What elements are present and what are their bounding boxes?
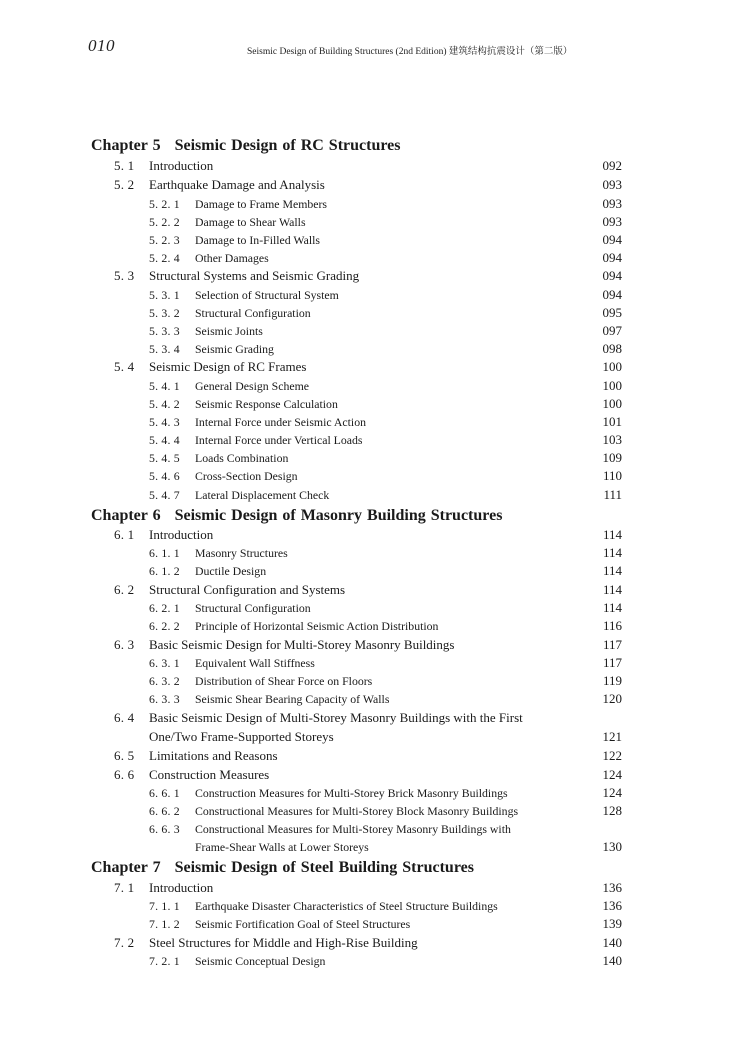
entry-page-number: 094 [602, 287, 622, 302]
entry-title: General Design Scheme [195, 379, 309, 393]
entry-page-number: 093 [602, 214, 622, 229]
entry-number: 6. 6. 1 [149, 786, 180, 800]
entry-title: Damage to Shear Walls [195, 215, 306, 229]
toc-chapter-heading [0, 857, 750, 879]
entry-title: Seismic Shear Bearing Capacity of Walls [195, 692, 390, 706]
toc-section-entry [0, 358, 750, 376]
entry-page-number: 094 [602, 250, 622, 265]
toc-subsection-entry [0, 486, 750, 504]
toc-subsection-entry [0, 654, 750, 672]
entry-number: 5. 3. 4 [149, 342, 180, 356]
entry-title: Earthquake Disaster Characteristics of Steel Structure Buildings [195, 899, 498, 913]
chapter-title [91, 135, 401, 157]
entry-page-number: 094 [602, 232, 622, 247]
toc-section-entry [0, 267, 750, 285]
toc-subsection-entry [0, 431, 750, 449]
entry-title: Damage to Frame Members [195, 197, 328, 211]
entry-page-number: 114 [602, 527, 622, 542]
entry-number: 5. 2 [114, 177, 135, 192]
entry-number: 6. 3. 3 [149, 692, 180, 706]
entry-page-number: 140 [602, 935, 622, 950]
entry-page-number: 100 [602, 359, 622, 374]
toc-subsection-entry [0, 952, 750, 970]
toc-section-entry [0, 879, 750, 897]
toc-section-entry [0, 728, 750, 746]
entry-number: 6. 4 [114, 710, 135, 725]
entry-title: Basic Seismic Design of Multi-Storey Masonry Buildings with the First [149, 710, 523, 725]
toc-subsection-entry [0, 802, 750, 820]
entry-title: Internal Force under Vertical Loads [195, 433, 363, 447]
toc-section-entry [0, 581, 750, 599]
chapter-name: Seismic Design of RC Structures [174, 137, 401, 154]
entry-page-number: 100 [602, 378, 622, 393]
entry-number: 7. 1. 1 [149, 899, 180, 913]
entry-number: 7. 2. 1 [149, 954, 180, 968]
entry-title: Basic Seismic Design for Multi-Storey Masonry Buildings [149, 637, 455, 652]
entry-page-number: 114 [602, 563, 622, 578]
entry-page-number: 098 [602, 341, 622, 356]
toc-section-entry [0, 526, 750, 544]
entry-page-number: 116 [602, 618, 622, 633]
entry-title: Structural Configuration [195, 601, 311, 615]
entry-number: 5. 3. 1 [149, 288, 180, 302]
entry-number: 6. 3. 1 [149, 656, 180, 670]
entry-page-number: 110 [602, 468, 622, 483]
chapter-label: Chapter 6 [91, 507, 161, 524]
entry-number: 6. 1. 2 [149, 564, 180, 578]
entry-number: 5. 4. 4 [149, 433, 180, 447]
entry-number: 6. 6. 3 [149, 822, 180, 836]
toc-subsection-entry [0, 377, 750, 395]
entry-title: Construction Measures for Multi-Storey Brick Masonry Buildings [195, 786, 508, 800]
entry-title: Constructional Measures for Multi-Storey Masonry Buildings with [195, 822, 511, 836]
entry-page-number: 117 [602, 637, 622, 652]
entry-title: Structural Configuration and Systems [149, 582, 346, 597]
toc-subsection-entry [0, 467, 750, 485]
chapter-name: Seismic Design of Steel Building Structures [174, 859, 474, 876]
chapter-label: Chapter 7 [91, 859, 161, 876]
toc-subsection-entry [0, 213, 750, 231]
entry-number: 7. 1 [114, 880, 135, 895]
entry-number: 5. 4 [114, 359, 135, 374]
entry-title: Seismic Design of RC Frames [149, 359, 307, 374]
entry-number: 5. 2. 3 [149, 233, 180, 247]
entry-page-number: 114 [602, 600, 622, 615]
entry-number: 6. 3 [114, 637, 135, 652]
entry-number: 6. 2. 2 [149, 619, 180, 633]
entry-number: 6. 1 [114, 527, 135, 542]
toc-section-entry [0, 636, 750, 654]
entry-title: Introduction [149, 527, 214, 542]
toc-chapter-heading [0, 135, 750, 157]
entry-page-number: 130 [602, 839, 622, 854]
entry-number: 7. 2 [114, 935, 135, 950]
toc-subsection-entry [0, 897, 750, 915]
entry-title: Constructional Measures for Multi-Storey Block Masonry Buildings [195, 804, 519, 818]
toc-section-entry [0, 709, 750, 727]
entry-title: Earthquake Damage and Analysis [149, 177, 325, 192]
entry-number: 5. 2. 1 [149, 197, 180, 211]
entry-title: Selection of Structural System [195, 288, 339, 302]
toc-subsection-entry [0, 672, 750, 690]
entry-number: 5. 1 [114, 158, 135, 173]
entry-title: Internal Force under Seismic Action [195, 415, 367, 429]
entry-page-number: 136 [602, 898, 622, 913]
entry-page-number: 094 [602, 268, 622, 283]
entry-page-number: 124 [602, 767, 622, 782]
entry-title: Loads Combination [195, 451, 289, 465]
toc-section-entry [0, 176, 750, 194]
entry-title: Seismic Conceptual Design [195, 954, 326, 968]
entry-page-number: 121 [602, 729, 622, 744]
entry-number: 5. 4. 5 [149, 451, 180, 465]
toc-subsection-entry [0, 195, 750, 213]
toc-subsection-entry [0, 322, 750, 340]
entry-number: 5. 3 [114, 268, 135, 283]
entry-page-number: 092 [602, 158, 622, 173]
entry-title: Damage to In-Filled Walls [195, 233, 320, 247]
entry-title: Introduction [149, 158, 214, 173]
entry-title: Construction Measures [149, 767, 270, 782]
toc-section-entry [0, 157, 750, 175]
toc-subsection-entry [0, 231, 750, 249]
entry-title: Distribution of Shear Force on Floors [195, 674, 373, 688]
entry-title: Masonry Structures [195, 546, 288, 560]
toc-subsection-entry [0, 838, 750, 856]
entry-number: 6. 2. 1 [149, 601, 180, 615]
entry-title: Other Damages [195, 251, 269, 265]
toc-section-entry [0, 934, 750, 952]
toc-subsection-entry [0, 544, 750, 562]
toc-section-entry [0, 766, 750, 784]
entry-number: 5. 4. 6 [149, 469, 180, 483]
entry-title: Structural Systems and Seismic Grading [149, 268, 360, 283]
entry-number: 5. 3. 2 [149, 306, 180, 320]
entry-page-number: 100 [602, 396, 622, 411]
page-number: 010 [88, 36, 115, 55]
toc-subsection-entry [0, 340, 750, 358]
entry-title: Introduction [149, 880, 214, 895]
entry-number: 6. 6. 2 [149, 804, 180, 818]
entry-number: 6. 1. 1 [149, 546, 180, 560]
toc-section-entry [0, 747, 750, 765]
toc-chapter-heading [0, 505, 750, 527]
chapter-title [91, 857, 474, 879]
running-head: Seismic Design of Building Structures (2nd Edition) 建筑结构抗震设计（第二版） [247, 47, 573, 57]
entry-number: 5. 4. 2 [149, 397, 180, 411]
entry-page-number: 114 [602, 582, 622, 597]
entry-title: Principle of Horizontal Seismic Action Distribution [195, 619, 439, 633]
entry-number: 5. 3. 3 [149, 324, 180, 338]
entry-page-number: 103 [602, 432, 622, 447]
entry-page-number: 101 [602, 414, 622, 429]
entry-page-number: 136 [602, 880, 622, 895]
entry-title: Limitations and Reasons [149, 748, 278, 763]
toc-subsection-entry [0, 690, 750, 708]
entry-title: Seismic Joints [195, 324, 263, 338]
chapter-name: Seismic Design of Masonry Building Structures [174, 507, 503, 524]
entry-number: 6. 2 [114, 582, 135, 597]
entry-number: 5. 4. 1 [149, 379, 180, 393]
entry-title: Lateral Displacement Check [195, 488, 330, 502]
entry-number: 6. 6 [114, 767, 135, 782]
entry-page-number: 120 [602, 691, 622, 706]
chapter-label: Chapter 5 [91, 137, 161, 154]
entry-title: Seismic Grading [195, 342, 274, 356]
toc-subsection-entry [0, 449, 750, 467]
entry-title: Seismic Response Calculation [195, 397, 338, 411]
toc-subsection-entry [0, 395, 750, 413]
entry-title: Steel Structures for Middle and High-Rise Building [149, 935, 418, 950]
entry-number: 5. 2. 4 [149, 251, 180, 265]
entry-number: 5. 4. 3 [149, 415, 180, 429]
entry-page-number: 128 [602, 803, 622, 818]
chapter-title [91, 505, 502, 527]
entry-number: 5. 2. 2 [149, 215, 180, 229]
entry-title: Seismic Fortification Goal of Steel Structures [195, 917, 411, 931]
entry-page-number: 122 [602, 748, 622, 763]
entry-title: Structural Configuration [195, 306, 311, 320]
entry-number: 5. 4. 7 [149, 488, 180, 502]
toc-subsection-entry [0, 286, 750, 304]
entry-page-number: 109 [602, 450, 622, 465]
toc-subsection-entry [0, 915, 750, 933]
entry-title: Ductile Design [195, 564, 267, 578]
toc-subsection-entry [0, 617, 750, 635]
entry-title: Cross-Section Design [195, 469, 298, 483]
toc-subsection-entry [0, 304, 750, 322]
toc-subsection-entry [0, 562, 750, 580]
entry-page-number: 114 [602, 545, 622, 560]
entry-page-number: 117 [602, 655, 622, 670]
entry-title: Frame-Shear Walls at Lower Storeys [195, 840, 369, 854]
entry-number: 6. 3. 2 [149, 674, 180, 688]
entry-number: 7. 1. 2 [149, 917, 180, 931]
toc-subsection-entry [0, 599, 750, 617]
entry-page-number: 097 [602, 323, 622, 338]
toc-subsection-entry [0, 784, 750, 802]
toc-subsection-entry [0, 820, 750, 838]
entry-page-number: 119 [602, 673, 622, 688]
entry-page-number: 111 [603, 487, 622, 502]
entry-page-number: 140 [602, 953, 622, 968]
entry-page-number: 093 [602, 177, 622, 192]
toc-subsection-entry [0, 413, 750, 431]
entry-page-number: 093 [602, 196, 622, 211]
entry-number: 6. 5 [114, 748, 135, 763]
entry-title: Equivalent Wall Stiffness [195, 656, 315, 670]
entry-title: One/Two Frame-Supported Storeys [149, 729, 334, 744]
entry-page-number: 095 [602, 305, 622, 320]
toc-subsection-entry [0, 249, 750, 267]
entry-page-number: 139 [602, 916, 622, 931]
entry-page-number: 124 [602, 785, 622, 800]
